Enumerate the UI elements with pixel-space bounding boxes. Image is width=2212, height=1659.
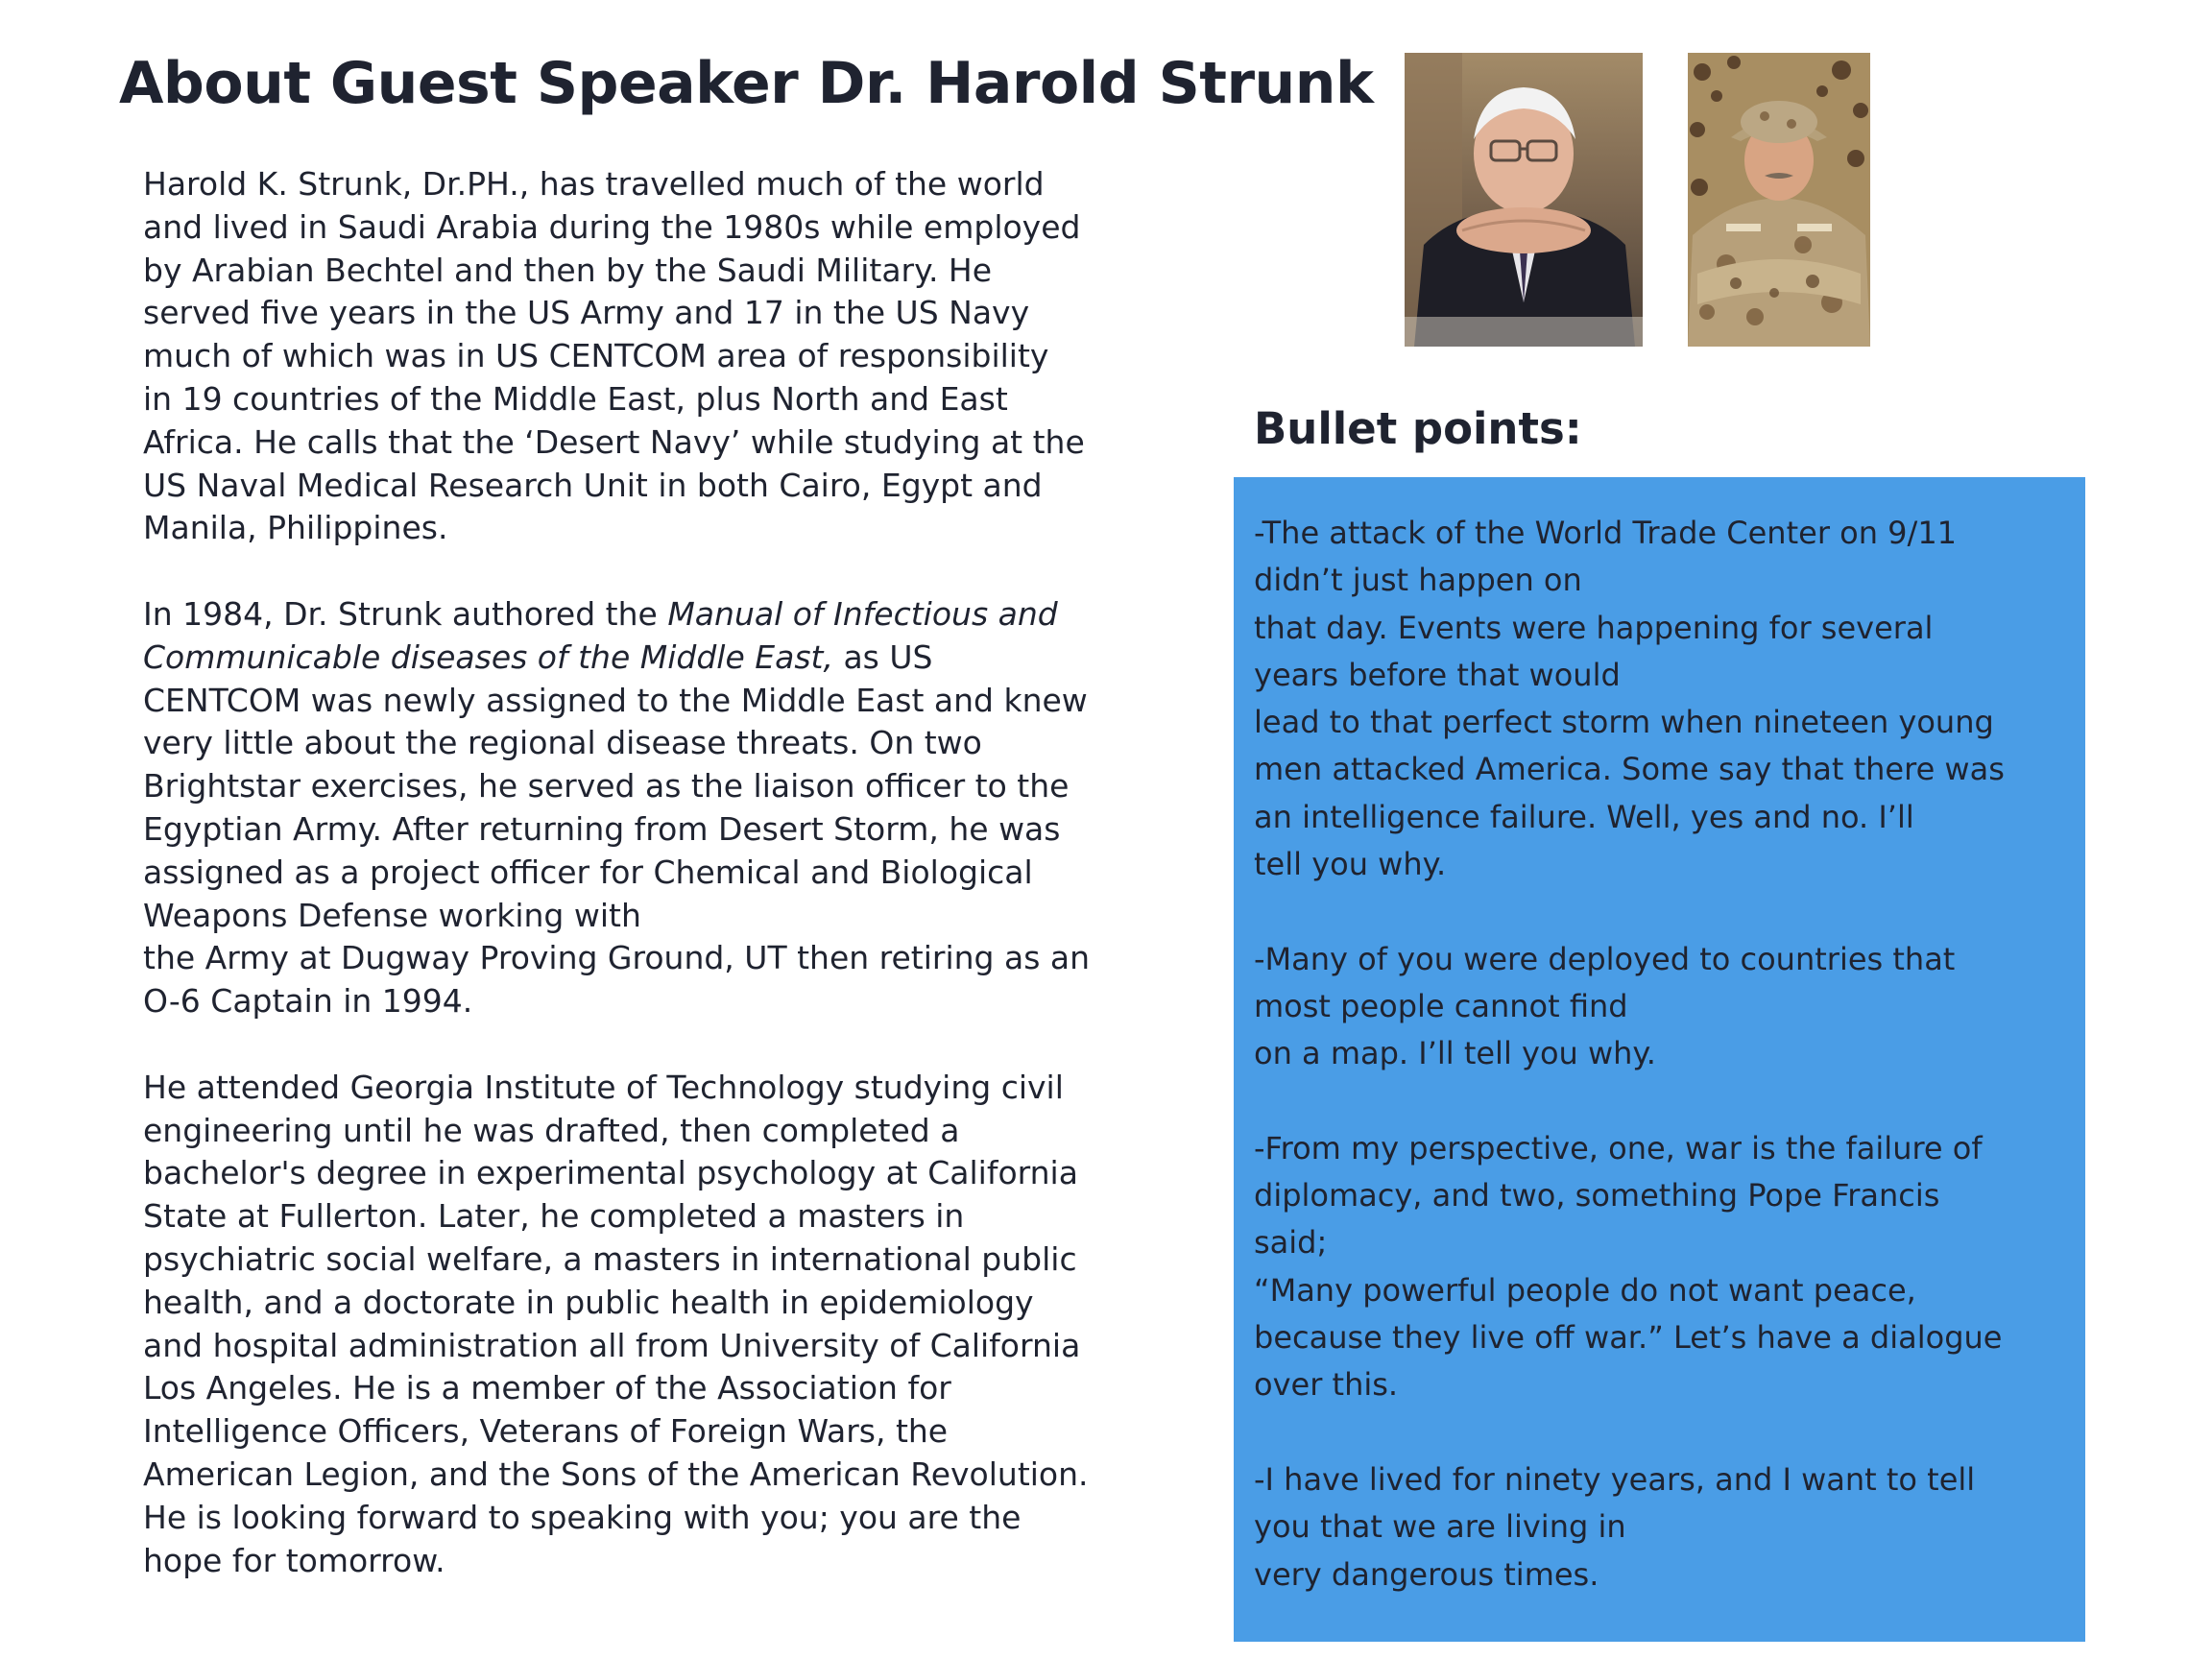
paragraph-spacer [143,1023,1190,1067]
bio-line: and lived in Saudi Arabia during the 1980s while employed [143,207,1081,246]
speaker-uniform-photo [1688,53,1870,347]
bio-line: health, and a doctorate in public health in epidemiology [143,1283,1034,1321]
paragraph-spacer [143,550,1190,593]
bio-line: Brightstar exercises, he served as the liaison officer to the [143,767,1070,805]
bullet-line: most people cannot find [1254,987,1628,1024]
bullet-spacer [1254,1078,2085,1125]
bio-line: Egyptian Army. After returning from Desert Storm, he was [143,809,1061,848]
bio-line: Manila, Philippines. [143,509,448,547]
bio-line: very little about the regional disease threats. On two [143,724,982,762]
bio-text: as US [832,637,933,676]
bio-line [143,593,1190,637]
bullet-line: lead to that perfect storm when nineteen young [1254,704,1994,741]
bullet-line: tell you why. [1254,846,1447,883]
book-title: Manual of Infectious and [667,594,1058,633]
bio-line: He attended Georgia Institute of Technology studying civil [143,1068,1064,1106]
bullet-line: on a map. I’ll tell you why. [1254,1035,1656,1072]
bio-line: American Legion, and the Sons of the American Revolution. [143,1455,1089,1493]
page-title: About Guest Speaker Dr. Harold Strunk [119,50,1374,117]
bio-line: in 19 countries of the Middle East, plus North and East [143,379,1008,418]
bullet-line: -Many of you were deployed to countries that [1254,940,1956,977]
bullet-spacer [1254,888,2085,935]
bio-line: assigned as a project officer for Chemical and Biological [143,853,1033,891]
bio-line: Weapons Defense working with [143,896,641,934]
bullet-line: said; [1254,1224,1328,1262]
bio-line: State at Fullerton. Later, he completed a masters in [143,1197,965,1236]
bio-line: Harold K. Strunk, Dr.PH., has travelled much of the world [143,165,1045,203]
bio-line: O-6 Captain in 1994. [143,982,473,1021]
bullet-line: an intelligence failure. Well, yes and no. I’ll [1254,798,1914,835]
bullet-line: -The attack of the World Trade Center on 9/11 [1254,515,1958,551]
uniform-image [1688,53,1870,347]
bio-line: engineering until he was drafted, then completed a [143,1111,960,1149]
bullet-line: very dangerous times. [1254,1555,1599,1593]
bullet-line: you that we are living in [1254,1508,1626,1546]
bio-line: served five years in the US Army and 17 in the US Navy [143,294,1030,332]
bio-line: by Arabian Bechtel and then by the Saudi Military. He [143,251,993,289]
bullet-line: men attacked America. Some say that there was [1254,751,2005,788]
bio-line: Los Angeles. He is a member of the Association for [143,1369,951,1407]
bio-line: Africa. He calls that the ‘Desert Navy’ while studying at the [143,422,1085,461]
bullet-line: over this. [1254,1366,1399,1404]
bio-line: US Naval Medical Research Unit in both Cairo, Egypt and [143,466,1043,504]
bullet-line: because they live off war.” Let’s have a dialogue [1254,1319,2003,1357]
bullet-line: -From my perspective, one, war is the failure of [1254,1129,1983,1166]
bullet-line: that day. Events were happening for several [1254,609,1934,646]
bio-line: bachelor's degree in experimental psychology at California [143,1154,1078,1192]
bullet-line: diplomacy, and two, something Pope Francis [1254,1177,1940,1214]
bio-line: and hospital administration all from University of California [143,1326,1081,1364]
bio-line [143,637,1190,680]
book-title: Communicable diseases of the Middle East, [143,637,833,676]
bullet-line: didn’t just happen on [1254,562,1582,599]
bio-text: In 1984, Dr. Strunk authored the [143,594,668,633]
bio-line: psychiatric social welfare, a masters in international public [143,1239,1077,1278]
bio-line: the Army at Dugway Proving Ground, UT then retiring as an [143,939,1091,977]
bio-line: much of which was in US CENTCOM area of responsibility [143,337,1049,375]
bio-line: Intelligence Officers, Veterans of Foreign Wars, the [143,1412,949,1451]
bullets-heading: Bullet points: [1254,403,1582,454]
bio-line: hope for tomorrow. [143,1541,445,1579]
bio-line: He is looking forward to speaking with you; you are the [143,1498,1022,1536]
bullet-line: years before that would [1254,656,1621,693]
speaker-portrait-photo [1405,53,1643,347]
bio-line: CENTCOM was newly assigned to the Middle East and knew [143,681,1088,719]
bullet-line: -I have lived for ninety years, and I want to tell [1254,1460,1976,1498]
bullet-line: “Many powerful people do not want peace, [1254,1271,1916,1309]
portrait-image [1405,53,1643,347]
bullet-spacer [1254,1409,2085,1456]
speaker-biography [143,163,1190,1582]
bullet-points-box [1234,477,2085,1642]
